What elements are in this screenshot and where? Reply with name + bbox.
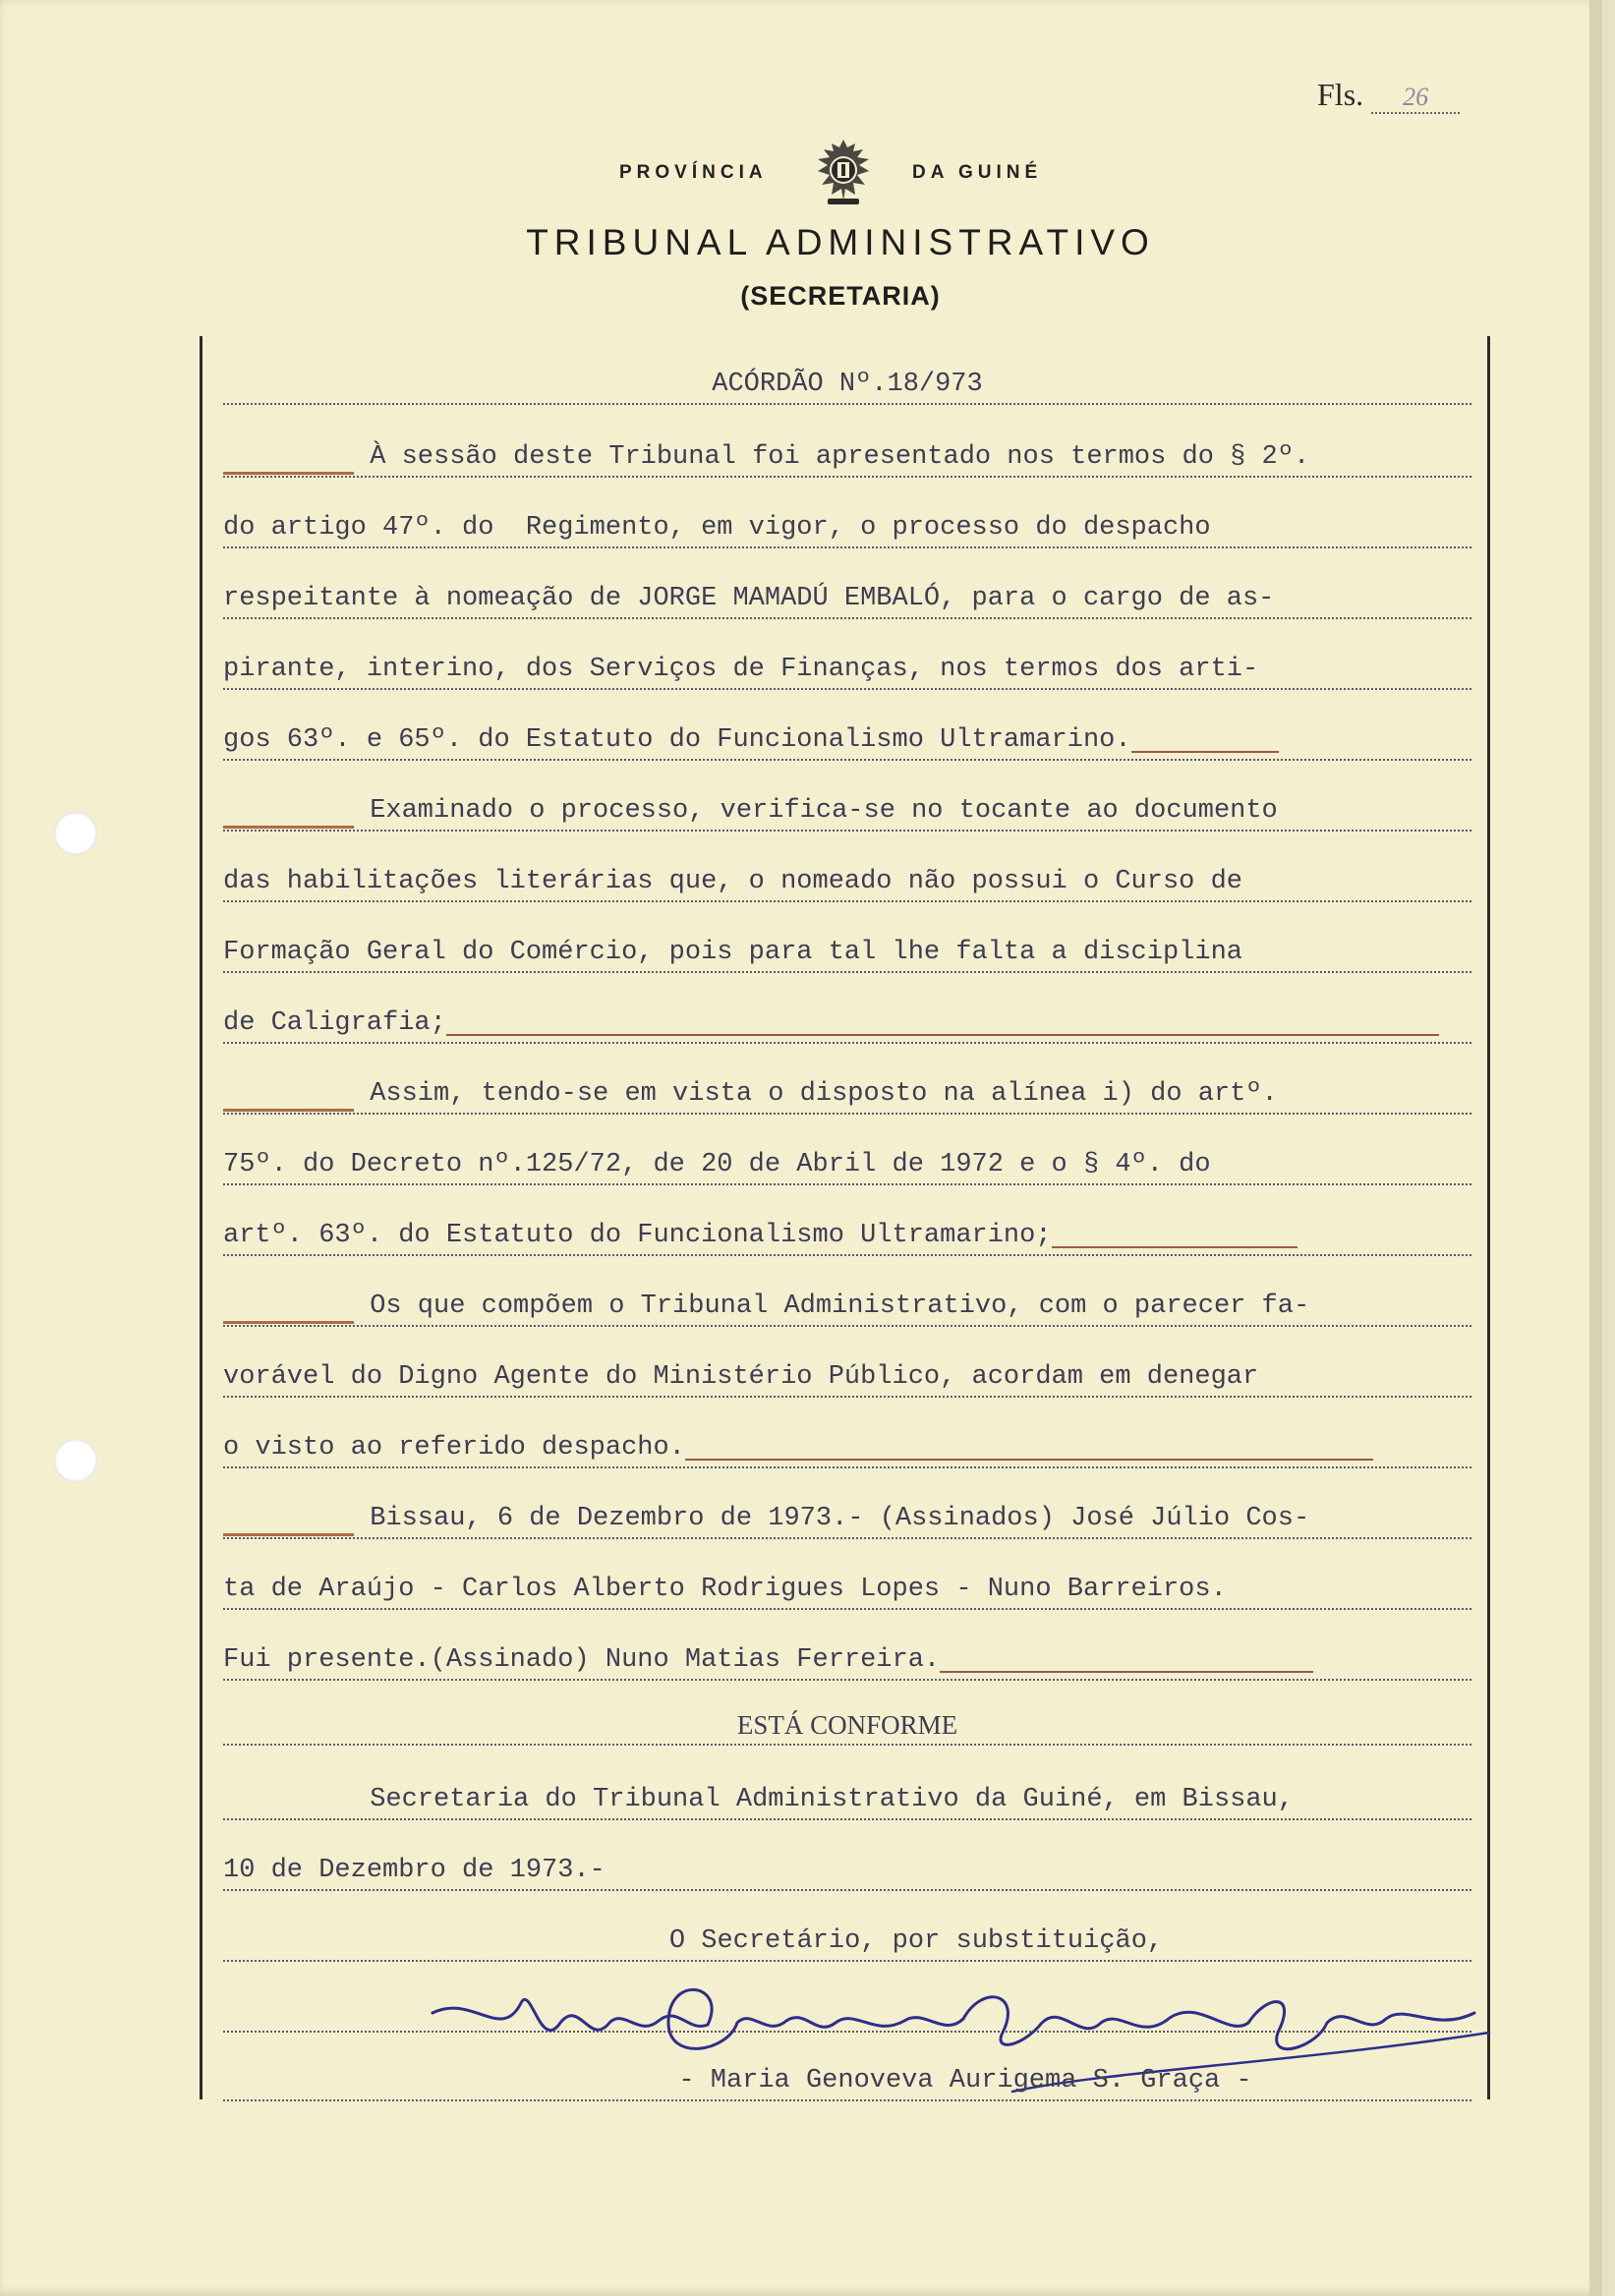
body-line: de Caligrafia;: [223, 1004, 1471, 1044]
body-line: Fui presente.(Assinado) Nuno Matias Ferreira.: [223, 1641, 1471, 1681]
body-line: 75º. do Decreto nº.125/72, de 20 de Abril de 1972 e o § 4º. do: [223, 1146, 1471, 1185]
department-subtitle: (SECRETARIA): [740, 281, 941, 311]
body-line: Bissau, 6 de Dezembro de 1973.- (Assinados) José Júlio Cos-: [223, 1500, 1471, 1539]
province-label: PROVÍNCIA: [619, 162, 768, 183]
body-line: pirante, interino, dos Serviços de Finanças, nos termos dos arti-: [223, 651, 1471, 690]
body-line: Formação Geral do Comércio, pois para tal lhe falta a disciplina: [223, 934, 1471, 973]
folio-number: [1317, 77, 1460, 114]
body-line: o visto ao referido despacho.: [223, 1429, 1471, 1468]
body-line: ta de Araújo - Carlos Alberto Rodrigues Lopes - Nuno Barreiros.: [223, 1571, 1471, 1610]
body-line: Assim, tendo-se em vista o disposto na alínea i) do artº.: [223, 1075, 1471, 1115]
body-line: vorável do Digno Agente do Ministério Público, acordam em denegar: [223, 1358, 1471, 1398]
punch-hole: [54, 1439, 97, 1482]
body-line: À sessão deste Tribunal foi apresentado nos termos do § 2º.: [223, 438, 1471, 478]
body-line: Os que compõem o Tribunal Administrativo, com o parecer fa-: [223, 1288, 1471, 1327]
body-line: gos 63º. e 65º. do Estatuto do Funcionalismo Ultramarino.: [223, 721, 1471, 761]
body-line: Examinado o processo, verifica-se no tocante ao documento: [223, 792, 1471, 832]
left-margin-rule: [200, 336, 202, 2099]
punch-hole: [54, 812, 97, 855]
document-title: ACÓRDÃO Nº.18/973: [223, 366, 1471, 405]
secretary-role: O Secretário, por substituição,: [223, 1923, 1471, 1962]
page-edge: [1589, 0, 1602, 2296]
body-line: do artigo 47º. do Regimento, em vigor, o processo do despacho: [223, 509, 1471, 548]
folio-value: 26: [1371, 83, 1460, 114]
body-line: artº. 63º. do Estatuto do Funcionalismo Ultramarino;: [223, 1217, 1471, 1256]
province-name: DA GUINÉ: [912, 162, 1043, 183]
closing-line: 10 de Dezembro de 1973.-: [223, 1852, 1471, 1891]
body-line: das habilitações literárias que, o nomeado não possui o Curso de: [223, 863, 1471, 902]
institution-title: TRIBUNAL ADMINISTRATIVO: [526, 222, 1155, 262]
coat-of-arms-icon: [798, 136, 889, 208]
body-line: respeitante à nomeação de JORGE MAMADÚ EMBALÓ, para o cargo de as-: [223, 580, 1471, 619]
signatory-name: - Maria Genoveva Aurigema S. Graça -: [223, 2062, 1471, 2101]
closing-line: Secretaria do Tribunal Administrativo da Guiné, em Bissau,: [223, 1781, 1471, 1820]
folio-label: Fls.: [1317, 77, 1364, 112]
conformity-heading: ESTÁ CONFORME: [223, 1706, 1471, 1746]
right-margin-rule: [1487, 336, 1490, 2099]
